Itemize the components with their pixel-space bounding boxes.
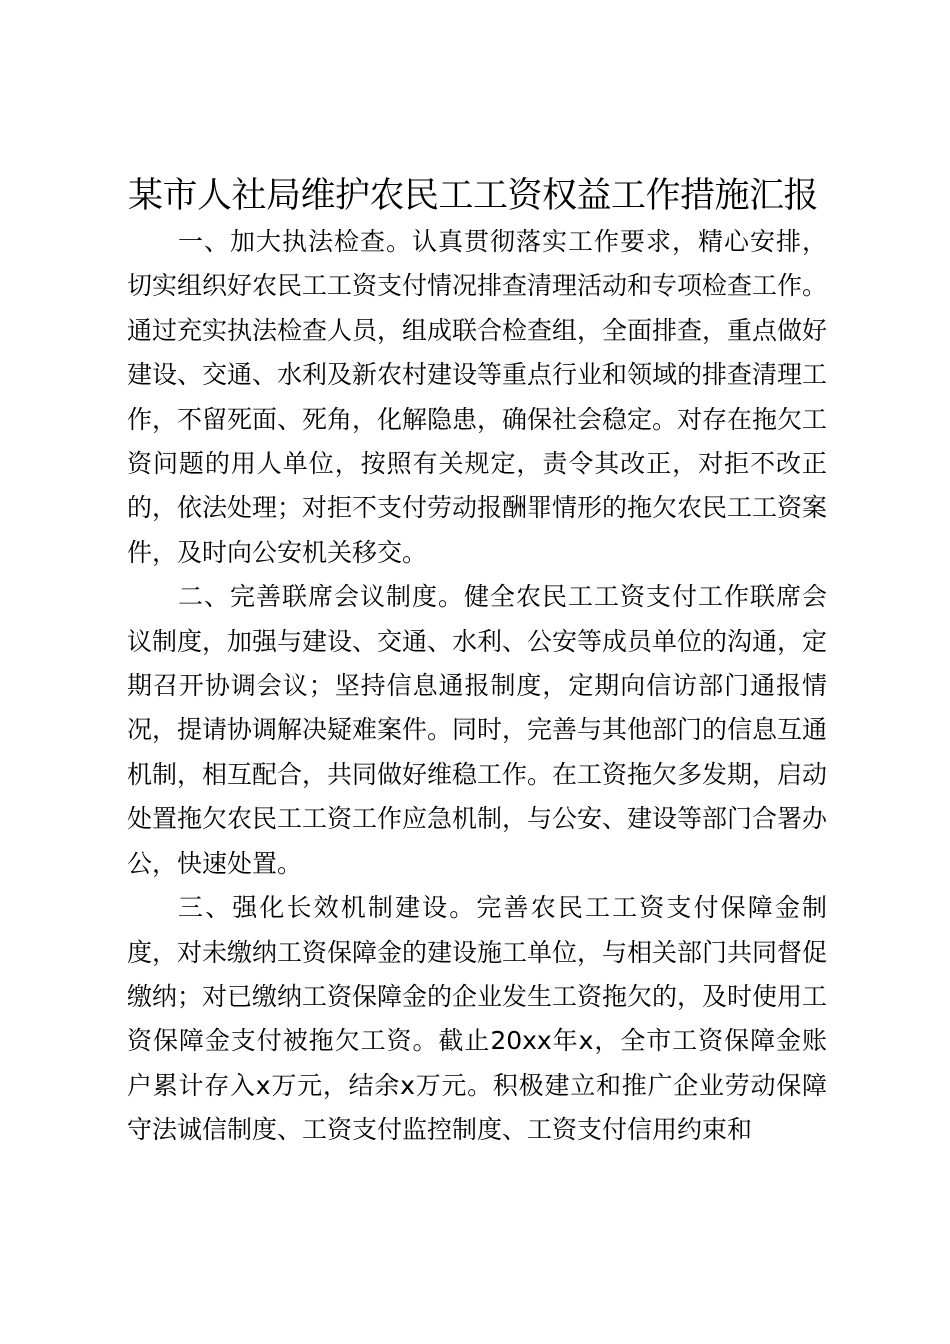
document-body <box>127 220 827 1153</box>
document-title: 某市人社局维护农民工工资权益工作措施汇报 <box>128 176 819 216</box>
paragraph-2: 二、完善联席会议制度。健全农民工工资支付工作联席会议制度，加强与建设、交通、水利、公安等成员单位的沟通，定期召开协调会议；坚持信息通报制度，定期向信访部门通报情况，提请协调解决疑难案件。同时，完善与其他部门的信息互通机制，相互配合，共同做好维稳工作。在工资拖欠多发期，启动处置拖欠农民工工资工作应急机制，与公安、建设等部门合署办公，快速处置。 <box>127 582 828 878</box>
paragraph-1: 一、加大执法检查。认真贯彻落实工作要求，精心安排，切实组织好农民工工资支付情况排查清理活动和专项检查工作。通过充实执法检查人员，组成联合检查组，全面排查，重点做好建设、交通、水利及新农村建设等重点行业和领域的排查清理工作，不留死面、死角，化解隐患，确保社会稳定。对存在拖欠工资问题的用人单位，按照有关规定，责令其改正，对拒不改正的，依法处理；对拒不支付劳动报酬罪情形的拖欠农民工工资案件，及时向公安机关移交。 <box>127 227 828 567</box>
paragraph-3: 三、强化长效机制建设。完善农民工工资支付保障金制度，对未缴纳工资保障金的建设施工单位，与相关部门共同督促缴纳；对已缴纳工资保障金的企业发生工资拖欠的，及时使用工资保障金支付被拖欠工资。截止20xx年x，全市工资保障金账户累计存入x万元，结余x万元。积极建立和推广企业劳动保障守法诚信制度、工资支付监控制度、工资支付信用约束和 <box>127 893 828 1145</box>
